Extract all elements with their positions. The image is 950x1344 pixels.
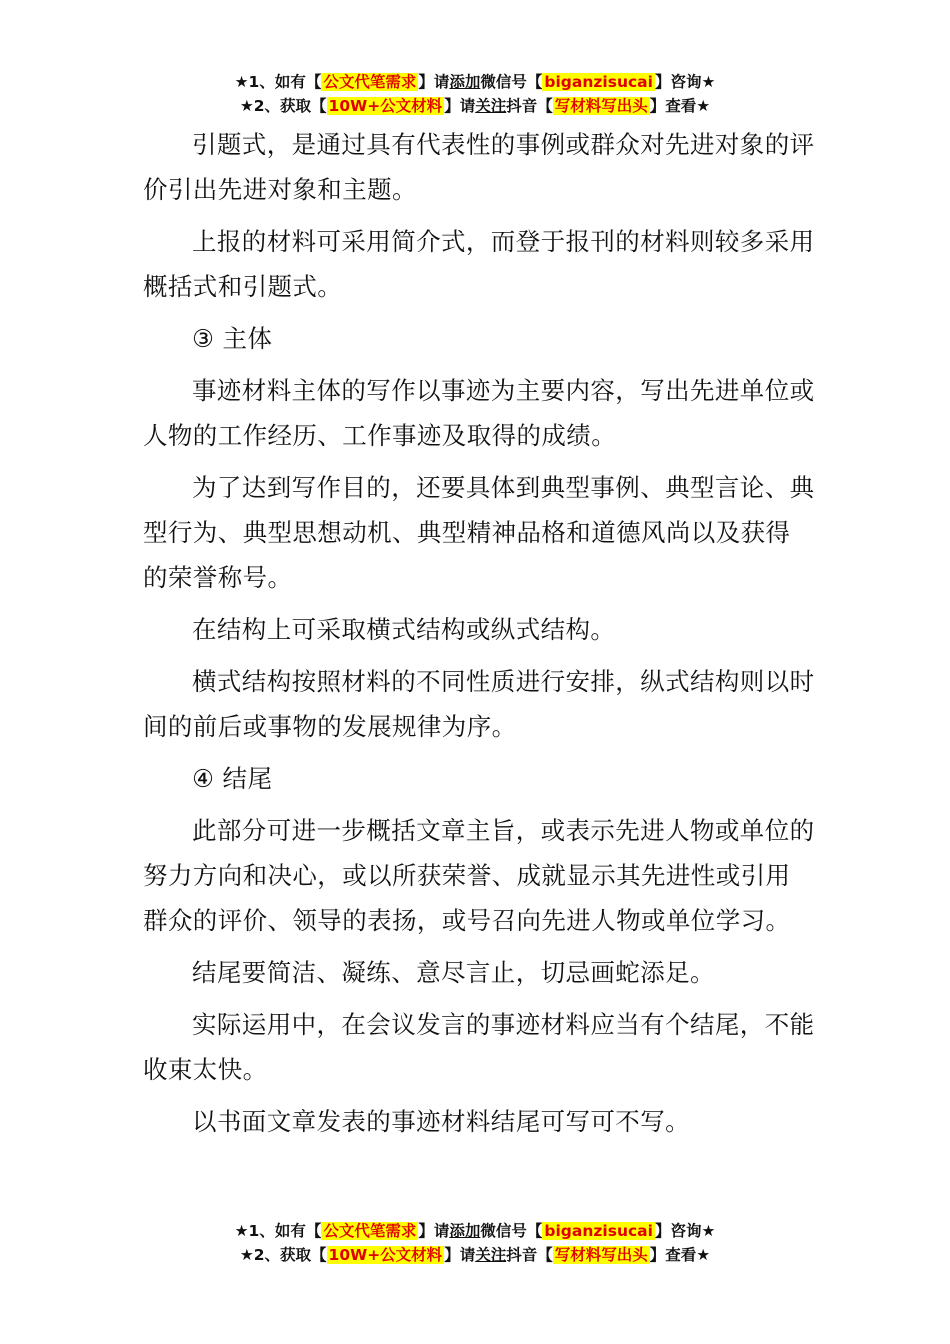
banner-text: 】查看: [649, 97, 697, 115]
star-icon: ★: [239, 1246, 254, 1264]
banner-text: 1、如有【: [248, 1222, 322, 1240]
banner-text: 抖音【: [506, 97, 553, 115]
banner-emphasis: 添加: [449, 1222, 481, 1240]
banner-text: 2、获取【: [253, 1246, 327, 1264]
footer-banner: [0, 1219, 950, 1267]
paragraph: 上报的材料可采用简介式，而登于报刊的材料则较多采用概括式和引题式。: [143, 227, 815, 301]
highlight-materials: 10W+公文材料: [328, 1246, 443, 1264]
paragraph: 在结构上可采取横式结构或纵式结构。: [192, 615, 616, 644]
star-icon: ★: [234, 73, 249, 91]
footer-banner-line-1: [0, 1219, 950, 1243]
footer-banner-line-2: [0, 1243, 950, 1267]
banner-text: 】请: [444, 97, 476, 115]
paragraph: 为了达到写作目的，还要具体到典型事例、典型言论、典型行为、典型思想动机、典型精神品格和道德风尚以及获得的荣誉称号。: [143, 473, 815, 592]
paragraph: 以书面文章发表的事迹材料结尾可写可不写。: [192, 1107, 690, 1136]
banner-text: 】咨询: [654, 1222, 702, 1240]
banner-text: 】查看: [649, 1246, 697, 1264]
highlight-wechat-id: biganzisucai: [544, 73, 653, 91]
highlight-materials: 10W+公文材料: [328, 97, 443, 115]
banner-emphasis: 关注: [475, 1246, 507, 1264]
paragraph: 实际运用中，在会议发言的事迹材料应当有个结尾，不能收束太快。: [143, 1010, 815, 1084]
banner-emphasis: 关注: [475, 97, 507, 115]
paragraph: 横式结构按照材料的不同性质进行安排，纵式结构则以时间的前后或事物的发展规律为序。: [143, 667, 815, 741]
star-icon: ★: [696, 1246, 711, 1264]
star-icon: ★: [234, 1222, 249, 1240]
highlight-douyin-account: 写材料写出头: [554, 1246, 648, 1264]
banner-text: 】咨询: [654, 73, 702, 91]
banner-emphasis: 添加: [449, 73, 481, 91]
section-heading-ending: ④ 结尾: [192, 764, 273, 793]
paragraph: 此部分可进一步概括文章主旨，或表示先进人物或单位的努力方向和决心，或以所获荣誉、成就显示其先进性或引用群众的评价、领导的表扬，或号召向先进人物或单位学习。: [143, 816, 815, 935]
section-heading-main-body: ③ 主体: [192, 324, 273, 353]
banner-text: 抖音【: [506, 1246, 553, 1264]
banner-text: 微信号【: [480, 73, 543, 91]
highlight-service: 公文代笔需求: [323, 1222, 417, 1240]
banner-text: 】请: [418, 1222, 450, 1240]
banner-text: 】请: [418, 73, 450, 91]
star-icon: ★: [701, 1222, 716, 1240]
paragraph: 事迹材料主体的写作以事迹为主要内容，写出先进单位或人物的工作经历、工作事迹及取得的成绩。: [143, 376, 815, 450]
highlight-service: 公文代笔需求: [323, 73, 417, 91]
header-banner-line-1: [0, 70, 950, 94]
highlight-douyin-account: 写材料写出头: [554, 97, 648, 115]
paragraph: 结尾要简洁、凝练、意尽言止，切忌画蛇添足。: [192, 958, 715, 987]
paragraph: 引题式，是通过具有代表性的事例或群众对先进对象的评价引出先进对象和主题。: [143, 130, 815, 204]
banner-text: 】请: [444, 1246, 476, 1264]
header-banner-line-2: [0, 94, 950, 118]
banner-text: 1、如有【: [248, 73, 322, 91]
banner-text: 2、获取【: [253, 97, 327, 115]
star-icon: ★: [239, 97, 254, 115]
star-icon: ★: [701, 73, 716, 91]
highlight-wechat-id: biganzisucai: [544, 1222, 653, 1240]
document-body: [143, 122, 815, 1151]
star-icon: ★: [696, 97, 711, 115]
header-banner: [0, 70, 950, 118]
banner-text: 微信号【: [480, 1222, 543, 1240]
